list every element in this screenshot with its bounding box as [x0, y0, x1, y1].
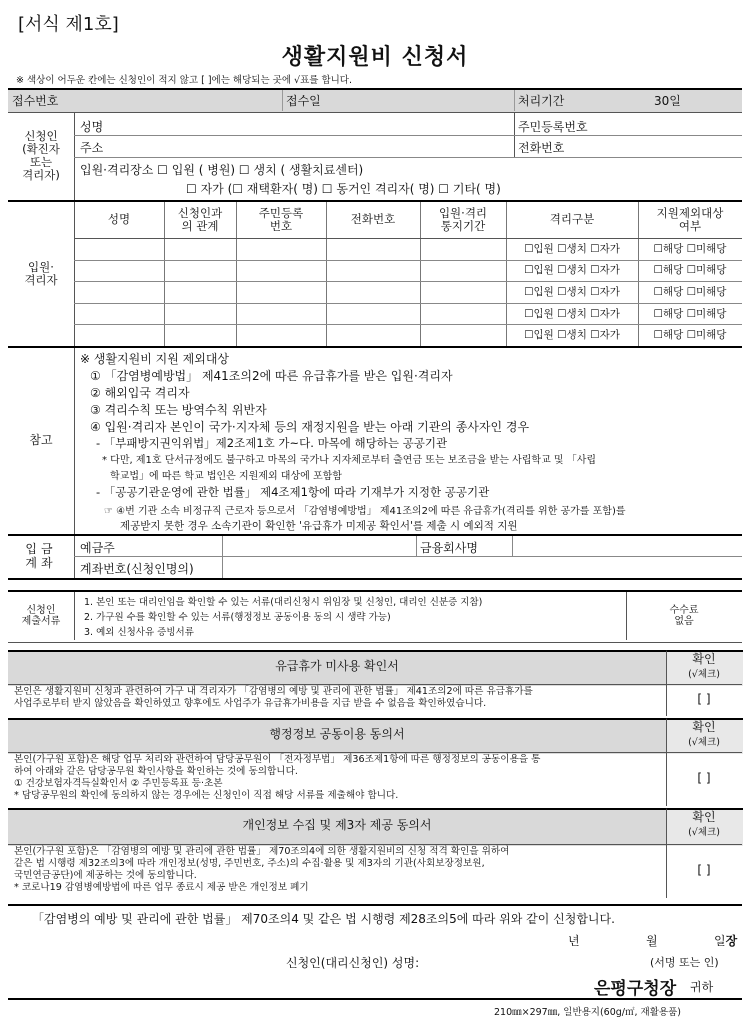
confirm-section-title: 행정정보 공동이용 동의서	[269, 727, 405, 742]
confirm-check-sub: (√체크)	[688, 736, 720, 748]
confirm-text-line: 하여 아래와 같은 담당공무원 확인사항을 확인하는 것에 동의합니다.	[14, 766, 298, 777]
processing-period-label: 처리기간	[518, 94, 565, 108]
paper-spec: 210㎜×297㎜, 일반용지(60g/㎡, 재활용품)	[494, 1007, 681, 1018]
receipt-no-label: 접수번호	[12, 94, 59, 108]
isolated-column-header: 격리구분	[549, 212, 595, 227]
receipt-row	[8, 88, 742, 113]
reference-line: 학교법」에 따른 학교 법인은 지원제외 대상에 포함함	[110, 471, 342, 482]
isolated-column-header: 지원제외대상 여부	[656, 205, 724, 233]
isolated-column-header: 성명	[107, 212, 131, 227]
isolation-type-options[interactable]: ☐입원 ☐생치 ☐자가	[524, 307, 620, 320]
date-day-label: 일장	[714, 934, 738, 948]
recipient: 은평구청장	[594, 979, 677, 999]
application-statement: 「감염병의 예방 및 관리에 관한 법률」 제70조의4 및 같은 법 시행령 제28조의5에 따라 위와 같이 신청합니다.	[32, 912, 615, 926]
applicant-name-label: 성명	[80, 120, 104, 134]
confirm-text-line: * 담당공무원의 확인에 동의하지 않는 경우에는 신청인이 직접 해당 서류를 제출해야 합니다.	[14, 790, 399, 801]
confirm-checkbox[interactable]: [ ]	[697, 771, 711, 786]
applicant-phone-label: 전화번호	[518, 141, 565, 155]
isolated-column-header: 입원·격리 통지기간	[438, 205, 488, 233]
confirm-checkbox[interactable]: [ ]	[697, 863, 711, 878]
isolation-place-line1[interactable]: 입원·격리장소 ☐ 입원 ( 병원) ☐ 생치 ( 생활치료센터)	[80, 163, 364, 177]
isolated-column-header: 주민등록 번호	[258, 205, 304, 233]
account-holder-label: 예금주	[80, 541, 115, 555]
date-month-label: 월	[646, 934, 658, 948]
confirm-check-sub: (√체크)	[688, 826, 720, 838]
fee-label: 수수료 없음	[669, 604, 699, 627]
reference-line: ④ 입원·격리자 본인이 국가·지자체 등의 재정지원을 받는 아래 기관의 종사자인 경우	[90, 420, 530, 434]
isolation-type-options[interactable]: ☐입원 ☐생치 ☐자가	[524, 285, 620, 298]
reference-line: - 「부패방지권익위법」제2조제1호 가~다. 마목에 해당하는 공공기관	[96, 436, 448, 450]
exclusion-options[interactable]: ☐해당 ☐미해당	[653, 242, 727, 255]
confirm-text-line: ① 건강보험자격득실확인서 ② 주민등록표 등·초본	[14, 778, 223, 789]
confirm-section-title: 유급휴가 미사용 확인서	[275, 659, 399, 674]
notice-text: ※ 색상이 어두운 칸에는 신청인이 적지 않고 [ ]에는 해당되는 곳에 √표를 합니다.	[16, 75, 352, 86]
reference-line: ① 「감염병예방법」 제41조의2에 따른 유급휴가를 받은 입원·격리자	[90, 369, 453, 383]
isolation-type-options[interactable]: ☐입원 ☐생치 ☐자가	[524, 264, 620, 277]
confirm-text-line: 같은 법 시행령 제32조의3에 따라 개인정보(성명, 주민번호, 주소)의 수집·활용 및 제3자의 기관(사회보장정보원,	[14, 858, 485, 869]
reference-line: - 「공공기관운영에 관한 법률」 제4조제1항에 따라 기재부가 지정한 공공기관	[96, 485, 490, 499]
account-number-label: 계좌번호(신청인명의)	[80, 562, 194, 576]
bank-name-label: 금융회사명	[420, 541, 478, 555]
exclusion-options[interactable]: ☐해당 ☐미해당	[653, 329, 727, 342]
reference-line: ② 해외입국 격리자	[90, 386, 190, 400]
reference-line: 제공받지 못한 경우 소속기관이 확인한 '유급휴가 미제공 확인서'를 제출 시 예외적 지원	[120, 520, 518, 532]
signer-name-label[interactable]: 신청인(대리신청인) 성명:	[286, 956, 420, 970]
exclusion-options[interactable]: ☐해당 ☐미해당	[653, 285, 727, 298]
recipient-honorific: 귀하	[690, 980, 714, 994]
applicant-address-label: 주소	[80, 141, 104, 155]
page-title: 생활지원비 신청서	[281, 45, 469, 70]
exclusion-options[interactable]: ☐해당 ☐미해당	[653, 264, 727, 277]
confirm-divider	[8, 844, 742, 845]
isolation-place-line2[interactable]: ☐ 자가 (☐ 재택환자( 명) ☐ 동거인 격리자( 명) ☐ 기타( 명)	[186, 182, 501, 196]
confirm-check-sub: (√체크)	[688, 668, 720, 680]
documents-label: 신청인 제출서류	[21, 604, 61, 627]
confirm-text-line: 사업주로부터 받지 않았음을 확인하였고 향후에도 사업주가 유급휴가비용을 지급 받을 수 없음을 확인하였습니다.	[14, 698, 487, 709]
date-year-label: 년	[568, 934, 580, 948]
isolation-type-options[interactable]: ☐입원 ☐생치 ☐자가	[524, 242, 620, 255]
isolated-column-header: 전화번호	[350, 212, 396, 227]
document-item: 3. 예외 신청사유 증빙서류	[84, 627, 194, 638]
confirm-divider	[8, 752, 742, 753]
isolated-column-header: 신청인과 의 관계	[177, 205, 223, 233]
form-code: [서식 제1호]	[18, 14, 119, 35]
confirm-check-label: 확인	[692, 652, 716, 667]
applicant-section-label: 신청인 (확진자 또는 격리자)	[22, 128, 60, 183]
confirm-text-line: 본인은 생활지원비 신청과 관련하여 가구 내 격리자가 「감염병의 예방 및 관리에 관한 법률」 제41조의2에 따른 유급휴가를	[14, 686, 533, 697]
document-item: 2. 가구원 수를 확인할 수 있는 서류(행정정보 공동이용 동의 시 생략 가능)	[84, 612, 391, 623]
confirm-checkbox[interactable]: [ ]	[697, 692, 711, 707]
document-item: 1. 본인 또는 대리인임을 확인할 수 있는 서류(대리신청시 위임장 및 신청인, 대리인 신분증 지참)	[84, 597, 483, 608]
confirm-check-label: 확인	[692, 810, 716, 825]
applicant-rrn-label: 주민등록번호	[518, 120, 588, 134]
isolation-type-options[interactable]: ☐입원 ☐생치 ☐자가	[524, 329, 620, 342]
confirm-check-label: 확인	[692, 720, 716, 735]
reference-label: 참고	[29, 433, 53, 448]
exclusion-options[interactable]: ☐해당 ☐미해당	[653, 307, 727, 320]
confirm-text-line: * 코로나19 감염병예방법에 따른 업무 종료시 제공 받은 개인정보 폐기	[14, 882, 309, 893]
confirm-text-line: 본인(가구원 포함)은 해당 업무 처리와 관련하여 담당공무원이 「전자정부법」 제36조제1항에 따른 행정정보의 공동이용을 통	[14, 754, 541, 765]
confirm-text-line: 국민연금공단)에 제공하는 것에 동의합니다.	[14, 870, 197, 881]
receipt-date-label: 접수일	[286, 94, 321, 108]
reference-line: ③ 격리수칙 또는 방역수칙 위반자	[90, 403, 267, 417]
reference-line: ☞ ④번 기관 소속 비정규직 근로자 등으로서 「감염병예방법」 제41조의2에 따른 유급휴가(격리를 위한 공가를 포함)를	[104, 506, 626, 517]
signature-note: (서명 또는 인)	[650, 956, 719, 969]
reference-line: * 다만, 제1호 단서규정에도 불구하고 마목의 국가나 지자체로부터 출연금 또는 보조금을 받는 사립학교 및 「사립	[102, 455, 597, 466]
isolated-section-label: 입원· 격리자	[24, 259, 58, 287]
processing-period-value: 30일	[654, 94, 681, 108]
confirm-text-line: 본인(가구원 포함)은 「감염병의 예방 및 관리에 관한 법률」 제70조의4에 의한 생활지원비의 신청 적격 확인을 위하여	[14, 846, 510, 857]
account-label: 입금 계좌	[25, 542, 57, 570]
confirm-divider	[8, 684, 742, 685]
confirm-section-title: 개인정보 수집 및 제3자 제공 동의서	[242, 818, 432, 833]
reference-line: ※ 생활지원비 지원 제외대상	[80, 352, 230, 366]
